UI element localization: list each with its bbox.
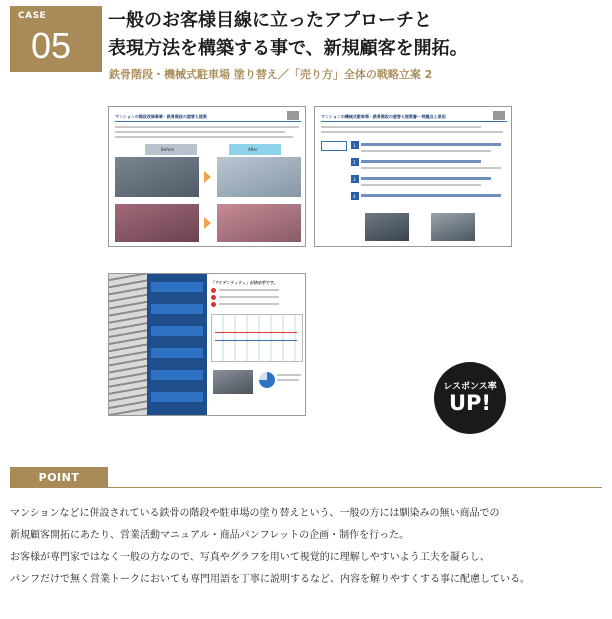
headline-line-1: 一般のお客様目線に立ったアプローチと <box>108 10 432 31</box>
spiral-stairs-photo <box>109 274 147 415</box>
point-line-4: パンフだけで無く営業トークにおいても専門用語を丁寧に説明するなど、内容を解りやすくする事に配慮している。 <box>10 574 530 585</box>
point-divider <box>10 487 602 488</box>
check-icon <box>211 302 216 307</box>
thumbnail-b-title: マンションの機械式駐車場・鉄骨階段の塗替え提案書──問題点と原因 <box>321 114 446 119</box>
step-4-marker: 4 <box>351 192 359 200</box>
response-badge-top: レスポンス率 <box>443 382 497 392</box>
before-label-box <box>145 144 197 155</box>
parking-photo-1 <box>365 213 409 241</box>
step-1-marker: 1 <box>351 141 359 149</box>
point-tab: POINT <box>10 467 108 488</box>
step-2-marker: 2 <box>351 158 359 166</box>
pie-graphic <box>259 372 275 388</box>
building-after-photo <box>217 204 301 242</box>
stairs-before-photo <box>115 157 199 197</box>
pamphlet-graph <box>211 314 303 362</box>
thumbnail-pamphlet <box>108 273 306 416</box>
logo-mark-icon <box>493 111 505 120</box>
case-badge <box>10 6 102 72</box>
pamphlet-banner: 「アイデンティティ」が決め手です。 <box>211 280 278 285</box>
section-tag <box>321 141 347 151</box>
step-3-marker: 3 <box>351 175 359 183</box>
point-line-2: 新規顧客開拓にあたり、営業活動マニュアル・商品パンフレットの企画・制作を行った。 <box>10 530 410 541</box>
stairs-after-photo <box>217 157 301 197</box>
case-number: 05 <box>31 25 72 66</box>
arrow-right-icon <box>204 217 211 229</box>
point-line-1: マンションなどに併設されている鉄骨の階段や駐車場の塗り替えという、一般の方には馴染みの無い商品での <box>10 508 500 519</box>
check-icon <box>211 295 216 300</box>
pamphlet-photo <box>213 370 253 394</box>
response-badge-main: UP! <box>448 391 492 415</box>
case-label: CASE <box>18 11 47 21</box>
point-line-3: お客様が専門家ではなく一般の方なので、写真やグラフを用いて視覚的に理解しやすいよう工夫を凝らし、 <box>10 552 490 563</box>
point-body <box>10 503 606 591</box>
thumbnail-a-title: マンションの階段改修事業・鉄骨階段の塗替え提案 <box>115 114 207 119</box>
headline <box>108 7 608 63</box>
check-icon <box>211 288 216 293</box>
parking-photo-2 <box>431 213 475 241</box>
logo-mark-icon <box>287 111 299 120</box>
building-before-photo <box>115 204 199 242</box>
thumbnail-parking-proposal <box>314 106 512 247</box>
before-label: Before <box>161 147 175 152</box>
after-label: After <box>248 147 258 152</box>
headline-line-2: 表現方法を構築する事で、新規顧客を開拓。 <box>108 38 468 59</box>
after-label-box <box>229 144 281 155</box>
thumbnail-stairs-proposal <box>108 106 306 247</box>
response-rate-badge <box>434 362 506 434</box>
arrow-right-icon <box>204 171 211 183</box>
subtitle: 鉄骨階段・機械式駐車場 塗り替え／「売り方」全体の戦略立案 2 <box>109 68 433 81</box>
